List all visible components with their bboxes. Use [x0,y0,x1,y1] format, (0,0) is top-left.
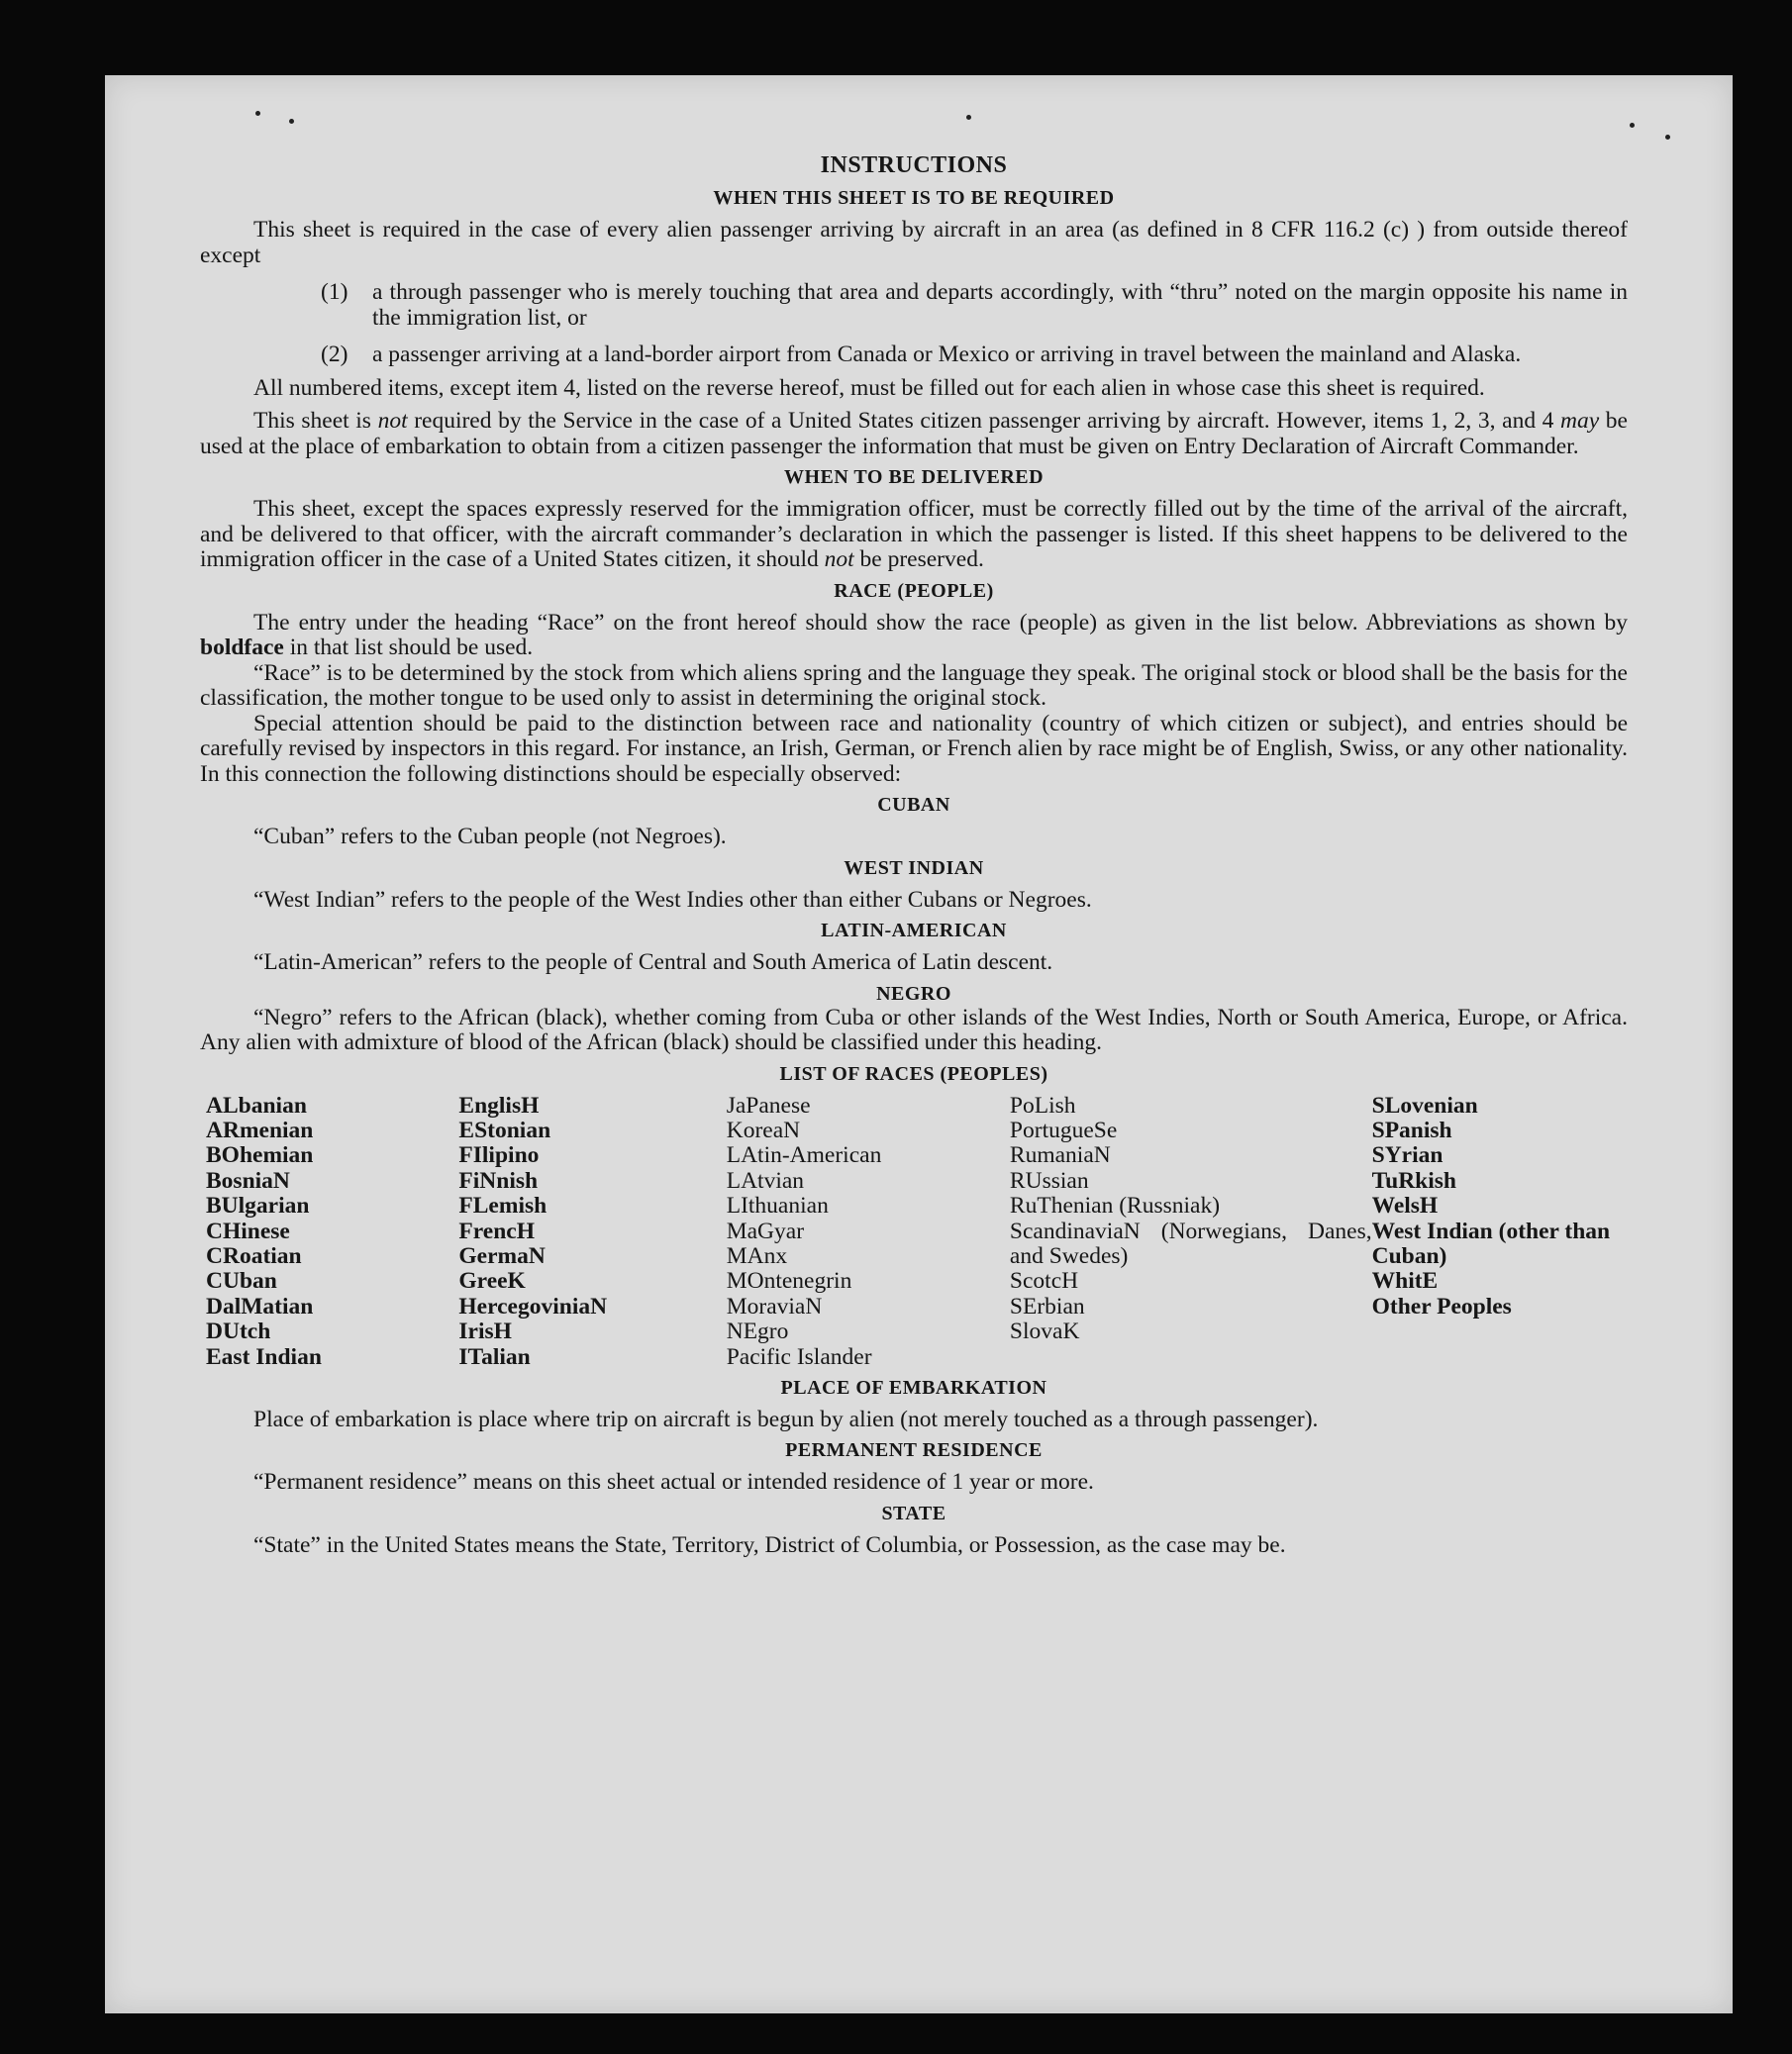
race-paragraph-2: “Race” is to be determined by the stock from which aliens spring and the language they speak. The original stock or blood shall be the basis for the classification, the mother tongue to be used only to assist in determining the original stock. [200,659,1628,711]
specks [1665,135,1670,140]
race-item: TuRkish [1371,1167,1456,1194]
item-number: (2) [321,342,348,367]
race-item: FLemish [458,1193,548,1220]
heading-when-delivered: WHEN TO BE DELIVERED [783,466,1045,488]
text-run: be used at the place of embarkation to obtain from a citizen passenger the information that must be given on Entry Declaration of Aircraft Commander. [200,408,1628,459]
race-item: ALbanian [206,1092,307,1119]
west-indian-definition: “West Indian” refers to the people of the West Indies other than either Cubans or Negroes. [253,886,1092,913]
race-item: GreeK [458,1268,526,1295]
cuban-definition: “Cuban” refers to the Cuban people (not Negroes). [253,824,727,849]
race-item: MoraviaN [726,1293,823,1320]
heading-permanent-residence: PERMANENT RESIDENCE [785,1439,1043,1462]
race-item-scandinavian: ScandinaviaN (Norwegians, Danes, and Swedes) [1009,1218,1372,1269]
race-column-2 [458,1094,726,1370]
race-item: FiNnish [458,1167,539,1194]
race-item: SlovaK [1009,1319,1080,1345]
specks [966,115,971,120]
race-item: DUtch [206,1319,271,1345]
page-title: INSTRUCTIONS [820,152,1008,178]
race-item: PoLish [1009,1092,1076,1119]
race-item: CHinese [206,1218,290,1244]
heading-when-required: WHEN THIS SHEET IS TO BE REQUIRED [713,187,1115,209]
text-run: required by the Service in the case of a United States citizen passenger arriving by aircraft. However, items 1, 2, 3, and 4 [407,408,1561,434]
numbered-items-paragraph: All numbered items, except item 4, listed on the reverse hereof, must be filled out for each alien in whose case this sheet is required. [253,374,1485,401]
race-item: ARmenian [206,1117,314,1143]
state-definition: “State” in the United States means the State, Territory, District of Columbia, or Possession, as the case may be. [253,1531,1286,1558]
race-item: WhitE [1371,1268,1439,1295]
emphasis-not: not [377,408,408,434]
heading-state: STATE [881,1502,946,1524]
heading-race: RACE (PEOPLE) [834,579,994,602]
heading-list-of-races: LIST OF RACES (PEOPLES) [779,1062,1048,1085]
race-item: BosniaN [206,1167,290,1194]
race-item: RuThenian (Russniak) [1009,1193,1221,1220]
required-intro: This sheet is required in the case of every alien passenger arriving by aircraft in an area (as defined in 8 CFR 116.2 (c) ) from outside thereof except [200,217,1628,268]
race-item: HercegoviniaN [458,1293,608,1320]
text-run: This sheet is [253,408,378,434]
race-item: EStonian [458,1117,551,1143]
race-item: JaPanese [726,1092,811,1119]
emphasis-may: may [1560,408,1600,434]
heading-place-of-embarkation: PLACE OF EMBARKATION [780,1376,1047,1399]
race-item-west-indian: West Indian (other than Cuban) [1371,1218,1611,1269]
race-item: FrencH [458,1218,535,1244]
specks [289,119,294,124]
race-item: CUban [206,1268,277,1295]
race-paragraph-1 [200,611,1628,661]
race-item: MaGyar [726,1218,805,1244]
race-item: RumaniaN [1009,1142,1111,1169]
specks [255,111,260,116]
race-item: ITalian [458,1343,531,1370]
race-group [1010,1269,1372,1344]
race-item: MOntenegrin [726,1268,852,1295]
race-item: Pacific Islander [726,1343,872,1370]
race-column-3 [727,1094,1010,1370]
race-group [1372,1094,1628,1220]
race-list [206,1094,1628,1370]
item-text: a through passenger who is merely touching that area and departs accordingly, with “thru” noted on the margin opposite his name in the immigration list, or [372,279,1628,331]
race-item: LAtvian [726,1167,805,1194]
race-item: WelsH [1371,1193,1439,1220]
race-column-4 [1010,1094,1372,1370]
latin-american-definition: “Latin-American” refers to the people of Central and South America of Latin descent. [253,949,1053,975]
race-item: SErbian [1009,1293,1085,1320]
race-item: Other Peoples [1371,1293,1512,1320]
exception-item-1 [321,280,1628,331]
specks [1630,123,1635,128]
text-run: The entry under the heading “Race” on the front hereof should show the race (people) as given in the list below. Abbreviations as shown by [253,609,1628,636]
embarkation-definition: Place of embarkation is place where trip on aircraft is begun by alien (not merely touched as a through passenger). [253,1406,1319,1432]
race-item: EnglisH [458,1092,540,1119]
race-group [1372,1269,1628,1320]
emphasis-not: not [824,546,854,572]
instruction-sheet [105,75,1733,2013]
race-paragraph-3: Special attention should be paid to the distinction between race and nationality (country of which citizen or subject), and entries should be carefully revised by inspectors in this regard. For instance, an Irish, German, or French alien by race might be of English, Swiss, or any other nationality. In this connection the following distinctions should be especially observed: [200,710,1628,787]
race-item: BUlgarian [206,1193,310,1220]
race-item: BOhemian [206,1142,314,1169]
race-item: IrisH [458,1319,512,1345]
race-item: NEgro [726,1319,789,1345]
race-item: ScotcH [1009,1268,1079,1295]
race-item: CRoatian [206,1242,302,1269]
text-run: This sheet, except the spaces expressly reserved for the immigration officer, must be correctly filled out by the time of the arrival of the aircraft, and be delivered to that officer, with the aircraft commander’s declaration in which the passenger is listed. If this sheet happens to be delivered to the immigration officer in the case of a United States citizen, it should [200,496,1628,572]
race-item: East Indian [206,1343,322,1370]
boldface-word: boldface [200,635,284,660]
text-run: in that list should be used. [283,635,534,660]
race-item: SLovenian [1371,1092,1478,1119]
race-item: SYrian [1371,1142,1444,1169]
race-item: GermaN [458,1242,546,1269]
negro-definition: “Negro” refers to the African (black), whether coming from Cuba or other islands of the West Indies, North or South America, Europe, or Africa. Any alien with admixture of blood of the African (black) should be classified under this heading. [200,1004,1628,1055]
residence-definition: “Permanent residence” means on this sheet actual or intended residence of 1 year or more. [253,1469,1094,1496]
item-number: (1) [321,279,348,305]
race-item: FIlipino [458,1142,540,1169]
citizen-paragraph [200,409,1628,459]
heading-west-indian: WEST INDIAN [844,856,984,879]
race-group [1010,1094,1372,1220]
exception-item-2 [321,342,1628,368]
race-item: DalMatian [206,1293,314,1320]
heading-cuban: CUBAN [877,794,950,816]
heading-negro: NEGRO [876,982,951,1005]
race-item: LAtin-American [726,1142,882,1169]
race-column-1 [206,1094,458,1370]
race-column-5 [1372,1094,1628,1370]
race-item: SPanish [1371,1117,1452,1143]
text-run: be preserved. [853,546,984,572]
race-item: LIthuanian [726,1193,829,1220]
race-item: RUssian [1009,1167,1089,1194]
race-item: PortugueSe [1009,1117,1118,1143]
race-item: KoreaN [726,1117,801,1143]
race-item: MAnx [726,1242,788,1269]
delivery-paragraph [200,497,1628,573]
heading-latin-american: LATIN-AMERICAN [821,920,1007,941]
item-text: a passenger arriving at a land-border airport from Canada or Mexico or arriving in travel between the mainland and Alaska. [372,342,1522,367]
